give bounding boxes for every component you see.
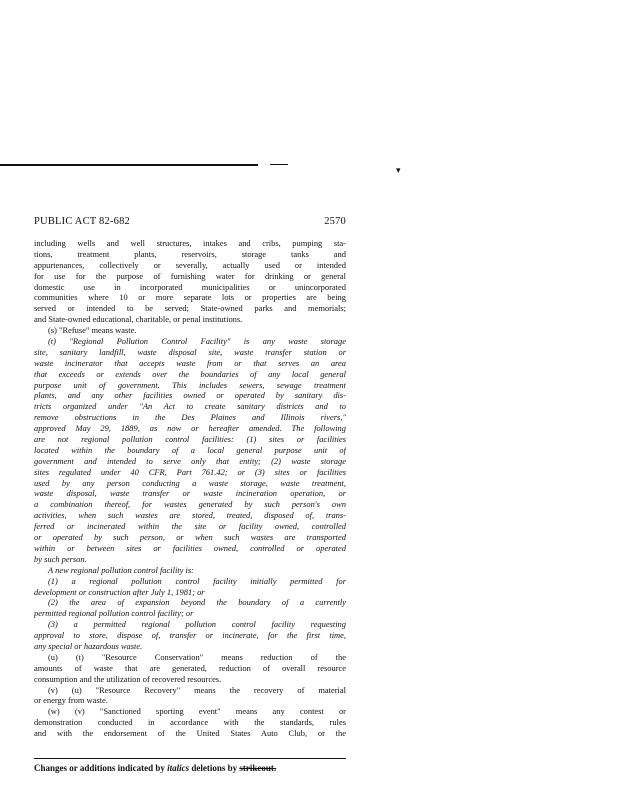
body-line: by such person. — [34, 553, 87, 564]
body-line: a combination thereof, for wastes generated by such person's own — [34, 499, 346, 510]
body-line: that exceeds or extends over the boundaries of any local general — [34, 368, 346, 379]
body-line: A new regional pollution control facility is: — [48, 564, 194, 575]
body-line: (2) the area of expansion beyond the boundary of a currently — [48, 597, 346, 608]
legend-middle: deletions by — [191, 763, 238, 773]
body-line: permitted regional pollution control facility; or — [34, 608, 194, 619]
body-line: (u) (t) "Resource Conservation" means reduction of the — [48, 651, 346, 662]
body-line: tions, treatment plants, reservoirs, storage tanks and — [34, 248, 346, 259]
body-line: remove obstructions in the Des Plaines and Illinois rivers," — [34, 412, 346, 423]
body-line: appurtenances, collectively or severally, actually used or intended — [34, 259, 346, 270]
body-line: amounts of waste that are generated, reduction of overall resource — [34, 662, 346, 673]
body-line: approved May 29, 1889, as now or hereafter amended. The following — [34, 423, 346, 434]
body-line: approval to store, dispose of, transfer or incinerate, for the first time, — [34, 630, 346, 641]
body-line: (1) a regional pollution control facility initially permitted for — [48, 575, 346, 586]
body-line: for use for the purpose of furnishing water for drinking or general — [34, 270, 346, 281]
body-line: consumption and the utilization of recovered resources. — [34, 673, 222, 684]
body-line: site, sanitary landfill, waste disposal site, waste transfer station or — [34, 346, 346, 357]
body-line: any special or hazardous waste. — [34, 640, 143, 651]
running-header — [34, 216, 346, 230]
body-line: government and intended to serve only that entity; (2) waste storage — [34, 455, 346, 466]
body-line: activities, when such wastes are stored, treated, disposed of, trans- — [34, 510, 346, 521]
body-line: communities where 10 or more separate lots or properties are being — [34, 292, 346, 303]
body-line: or energy from waste. — [34, 695, 108, 706]
body-line: (3) a permitted regional pollution control facility requesting — [48, 619, 346, 630]
body-line: (s) "Refuse" means waste. — [48, 325, 137, 336]
body-line: (t) "Regional Pollution Control Facility" is any waste storage — [48, 336, 346, 347]
legend-italic-word: italics — [167, 763, 190, 773]
body-line: development or construction after July 1, 1981; or — [34, 586, 205, 597]
scan-mark: ▾ — [396, 165, 401, 175]
page-number: 2570 — [324, 216, 346, 227]
top-rule-long — [0, 164, 258, 166]
act-title: PUBLIC ACT 82-682 — [34, 216, 130, 227]
body-line: are not regional pollution control facilities: (1) sites or facilities — [34, 434, 346, 445]
body-line: ferred or incinerated within the site or facility owned, controlled — [34, 521, 346, 532]
legend-footer — [34, 758, 346, 776]
top-rule-short — [270, 164, 288, 165]
body-line: including wells and well structures, intakes and cribs, pumping sta- — [34, 238, 346, 248]
body-line: tricts organized under "An Act to create sanitary districts and to — [34, 401, 346, 412]
statute-body-text — [34, 238, 346, 739]
body-line: (w) (v) "Sanctioned sporting event" means any contest or — [48, 706, 346, 717]
body-line: sites regulated under 40 CFR, Part 761.42; or (3) sites or facilities — [34, 466, 346, 477]
body-line: or operated by such person, or when such wastes are transported — [34, 532, 346, 543]
body-line: within or between sites or facilities owned, controlled or operated — [34, 542, 346, 553]
body-line: waste incinerator that accepts waste from or that serves an area — [34, 357, 346, 368]
legend-prefix: Changes or additions indicated by — [34, 763, 165, 773]
body-line: used by any person conducting a waste storage, waste treatment, — [34, 477, 346, 488]
body-line: (v) (u) "Resource Recovery" means the recovery of material — [48, 684, 346, 695]
body-line: plants, and any other facilities owned or operated by sanitary dis- — [34, 390, 346, 401]
body-line: domestic use in incorporated municipalities or unincorporated — [34, 281, 346, 292]
legend-strike-word: strikeout. — [239, 763, 277, 773]
body-line: served or intended to be served; State-owned parks and memorials; — [34, 303, 346, 314]
body-line: demonstration conducted in accordance with the standards, rules — [34, 717, 346, 728]
body-line: and with the endorsement of the United States Auto Club, or the — [34, 728, 346, 739]
body-line: waste disposal, waste transfer or waste incineration operation, or — [34, 488, 346, 499]
body-line: located within the boundary of a local general purpose unit of — [34, 444, 346, 455]
body-line: and State-owned educational, charitable, or penal institutions. — [34, 314, 243, 325]
body-line: purpose unit of government. This includes sewers, sewage treatment — [34, 379, 346, 390]
